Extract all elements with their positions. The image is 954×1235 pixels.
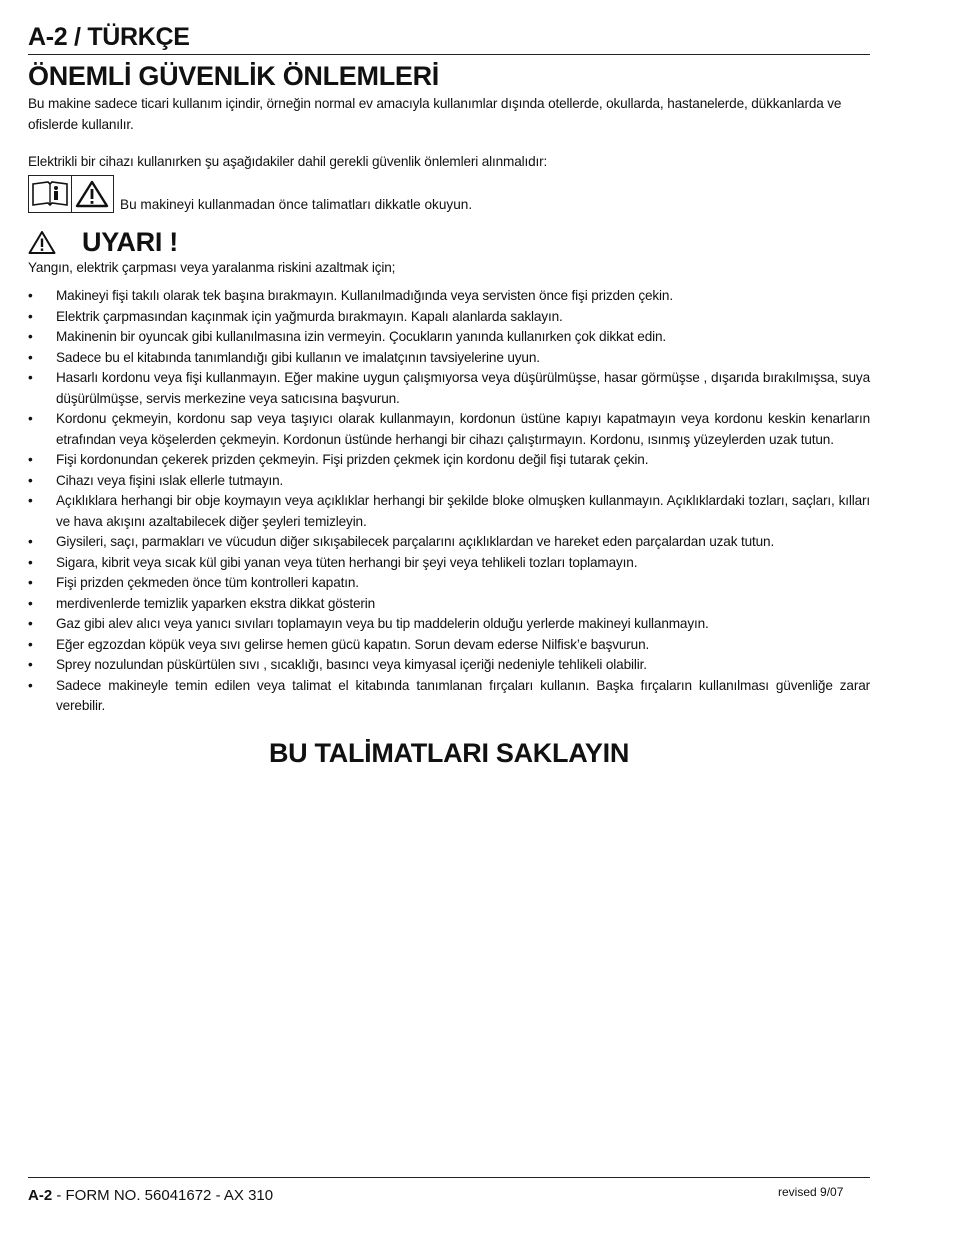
list-item [28,655,870,676]
warning-heading: UYARI ! [82,227,178,257]
bullet-marker: • [28,575,33,590]
bullet-marker: • [28,636,33,652]
page-title: ÖNEMLİ GÜVENLİK ÖNLEMLERİ [28,61,440,91]
warning-heading-row [28,227,870,257]
bullet-marker: • [28,329,33,344]
bullet-marker: • [28,493,33,508]
warning-lead: Yangın, elektrik çarpması veya yaralanma riskini azaltmak için; [28,260,396,275]
bullet-marker: • [28,411,33,426]
footer-revised: revised 9/07 [778,1185,844,1199]
list-item-text: Fişi kordonundan çekerek prizden çekmeyin. Fişi prizden çekmek için kordonu değil fişi tutarak çekin. [56,452,649,467]
list-item-text: Açıklıklara herhangi bir obje koymayın veya açıklıklar herhangi bir şekilde bloke olmuşken kullanmayın. Açıklıklardaki tozları, saçları, kılları ve hava akışını azaltabilecek diğer şeyleri temizleyin. [56,493,870,529]
bullet-marker: • [28,616,33,631]
warning-list [28,286,870,717]
bullet-marker: • [28,554,33,570]
list-item [28,471,870,492]
bullet-marker: • [28,308,33,324]
bullet-marker: • [28,288,33,303]
manual-icons-box [28,175,114,213]
section-header: A-2 / TÜRKÇE [28,22,870,55]
list-item-text: Giysileri, saçı, parmakları ve vücudun diğer sıkışabilecek parçalarını açıklıklardan ve hareket eden parçalardan uzak tutun. [56,534,775,549]
precaution-paragraph: Elektrikli bir cihazı kullanırken şu aşağıdakiler dahil gerekli güvenlik önlemleri alınmalıdır: [28,154,548,169]
list-item [28,286,870,307]
list-item-text: Gaz gibi alev alıcı veya yanıcı sıvıları toplamayın veya bu tip maddelerin olduğu yerlerde makineyi kullanmayın. [56,616,709,631]
list-item [28,594,870,615]
bullet-marker: • [28,370,33,385]
list-item-text: Eğer egzozdan köpük veya sıvı gelirse hemen gücü kapatın. Sorun devam ederse Nilfisk’e başvurun. [56,636,650,652]
list-item [28,307,870,328]
bullet-marker: • [28,595,33,611]
warning-triangle-icon [28,229,56,255]
list-item [28,573,870,594]
list-item [28,348,870,369]
manual-note [28,175,870,213]
manual-book-icon [29,176,71,212]
footer-form-text: - FORM NO. 56041672 - AX 310 [52,1187,274,1204]
list-item [28,409,870,450]
list-item-text: merdivenlerde temizlik yaparken ekstra dikkat gösterin [56,595,376,611]
bullet-marker: • [28,452,33,467]
list-item [28,491,870,532]
list-item-text: Kordonu çekmeyin, kordonu sap veya taşıyıcı olarak kullanmayın, kordonun üstüne kapıyı kapatmayın veya kordonu keskin kenarların etrafından veya köşelerden çekmeyin. Kordonun üstünde herhangi bir cihazı çalıştırmayın. Kordonu, ısınmış yüzeylerden uzak tutun. [56,411,870,447]
list-item [28,450,870,471]
list-item [28,635,870,656]
page-content [28,22,870,769]
save-instructions-heading: BU TALİMATLARI SAKLAYIN [268,737,630,768]
bullet-marker: • [28,534,33,549]
list-item-text: Makineyi fişi takılı olarak tek başına bırakmayın. Kullanılmadığında veya servisten önce fişi prizden çekin. [56,288,673,303]
manual-note-text: Bu makineyi kullanmadan önce talimatları dikkatle okuyun. [120,197,473,212]
bullet-marker: • [28,349,33,365]
footer-divider [28,1177,870,1178]
list-item-text: Cihazı veya fişini ıslak ellerle tutmayın. [56,472,284,488]
list-item [28,614,870,635]
list-item-text: Hasarlı kordonu veya fişi kullanmayın. Eğer makine uygun çalışmıyorsa veya düşürülmüşse, hasar görmüşse , dışarıda bırakılmışsa, suya düşürülmüşse, servis merkezine veya satıcısına başvurun. [56,370,870,406]
list-item-text: Fişi prizden çekmeden önce tüm kontrolleri kapatın. [56,575,359,590]
list-item-text: Sadece makineyle temin edilen veya talimat el kitabında tanımlanan fırçaları kullanın. Başka fırçaların kullanılması güvenliğe zarar verebilir. [56,677,870,713]
list-item-text: Sprey nozulundan püskürtülen sıvı , sıcaklığı, basıncı veya kimyasal içeriği nedeniyle tehlikeli olabilir. [56,657,647,672]
list-item [28,532,870,553]
bullet-marker: • [28,657,33,672]
list-item-text: Elektrik çarpmasından kaçınmak için yağmurda bırakmayın. Kapalı alanlarda saklayın. [56,308,563,324]
list-item-text: Makinenin bir oyuncak gibi kullanılmasına izin vermeyin. Çocukların yanında kullanırken çok dikkat edin. [56,329,667,344]
list-item [28,553,870,574]
footer-page-label: A-2 [28,1187,53,1204]
list-item [28,676,870,717]
bullet-marker: • [28,472,33,488]
list-item [28,327,870,348]
warning-triangle-icon [71,176,114,212]
footer-form-info [28,1186,273,1206]
bullet-marker: • [28,677,33,693]
list-item-text: Sigara, kibrit veya sıcak kül gibi yanan veya tüten herhangi bir şeyi veya tehlikeli tozları toplamayın. [56,554,638,570]
list-item-text: Sadece bu el kitabında tanımlandığı gibi kullanın ve imalatçının tavsiyelerine uyun. [56,349,540,365]
intro-paragraph: Bu makine sadece ticari kullanım içindir, örneğin normal ev amacıyla kullanımlar dışında otellerde, okullarda, hastanelerde, dükkanlarda ve ofislerde kullanılır. [28,96,842,132]
list-item [28,368,870,409]
